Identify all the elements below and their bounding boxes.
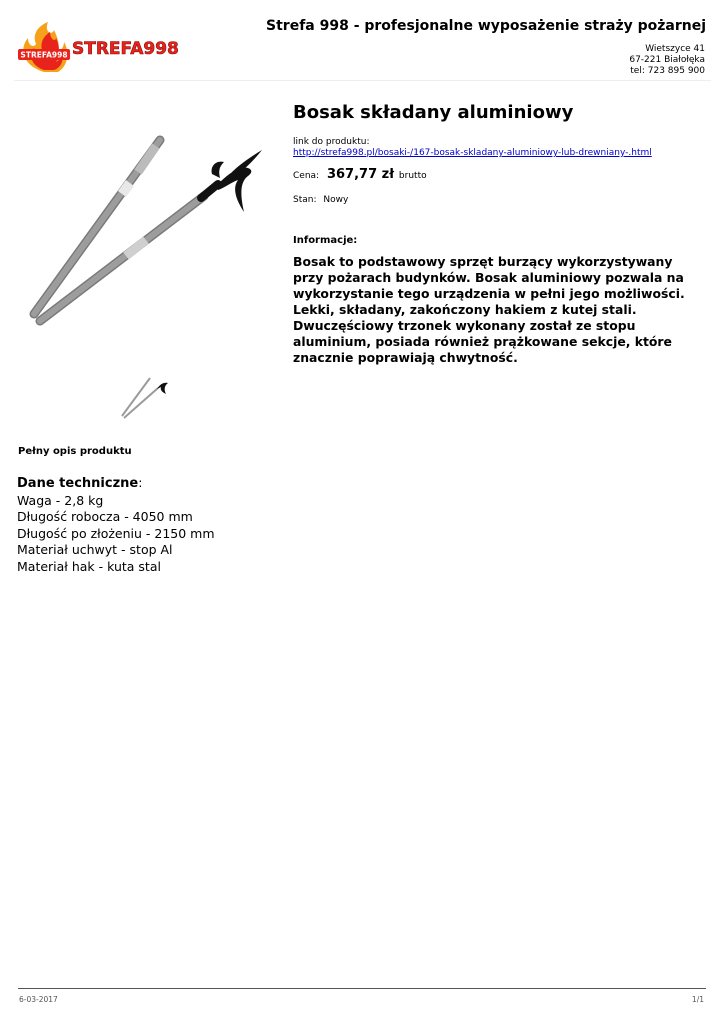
company-address [629,44,705,77]
spec-item: Długość po złożeniu - 2150 mm [17,525,215,541]
logo-badge-text: STREFA998 [20,50,68,60]
address-phone: tel: 723 895 900 [630,66,705,76]
price-value: 367,77 zł [326,167,395,182]
tech-specs-heading: Dane techniczne [17,476,139,491]
full-description-heading: Pełny opis produktu [18,446,132,457]
price-row [293,167,427,182]
address-street: Wietszyce 41 [645,44,705,54]
spec-item: Materiał hak - kuta stal [17,558,161,574]
condition-value: Nowy [323,195,349,205]
product-link-label: link do produktu: [293,137,370,147]
footer-page-number: 1/1 [691,995,704,1004]
info-heading: Informacje: [293,235,358,246]
spec-item: Długość robocza - 4050 mm [17,509,193,524]
price-suffix: brutto [398,171,427,181]
tech-specs-heading-row [17,475,215,493]
logo-text: STREFA998 [72,39,179,59]
address-city: 67-221 Białołęka [629,55,705,65]
footer-date: 6-03-2017 [19,995,58,1004]
tech-specs-colon: : [138,475,143,490]
product-title: Bosak składany aluminiowy [293,102,574,123]
product-image[interactable] [26,128,271,328]
tech-specs [17,475,215,575]
pike-pole-thumbnail-icon [118,374,172,420]
condition-row [293,195,348,205]
price-label: Cena: [293,171,320,181]
product-link[interactable]: http://strefa998.pl/bosaki-/167-bosak-skladany-aluminiowy-lub-drewniany-.html [293,148,652,158]
pike-pole-image-icon [26,128,271,328]
company-logo[interactable] [14,20,196,76]
fire-flame-logo-icon [14,20,196,76]
condition-label: Stan: [293,195,317,205]
footer-divider [18,988,706,989]
spec-item: Materiał uchwyt - stop Al [17,542,173,557]
header-title: Strefa 998 - profesjonalne wyposażenie straży pożarnej [266,18,706,34]
header-divider [14,80,711,81]
spec-item: Waga - 2,8 kg [17,492,104,508]
product-thumbnail[interactable] [118,374,172,420]
info-text: Bosak to podstawowy sprzęt burzący wykorzystywany przy pożarach budynków. Bosak aluminiowy pozwala na wykorzystanie tego urządzenia w pełni jego możliwości. Lekki, składany, zakończony hakiem z kutej stali. Dwuczęściowy trzonek wykonany został ze stopu aluminium, posiada również prążkowane sekcje, które znacznie poprawiają chwytność. [293,254,685,365]
